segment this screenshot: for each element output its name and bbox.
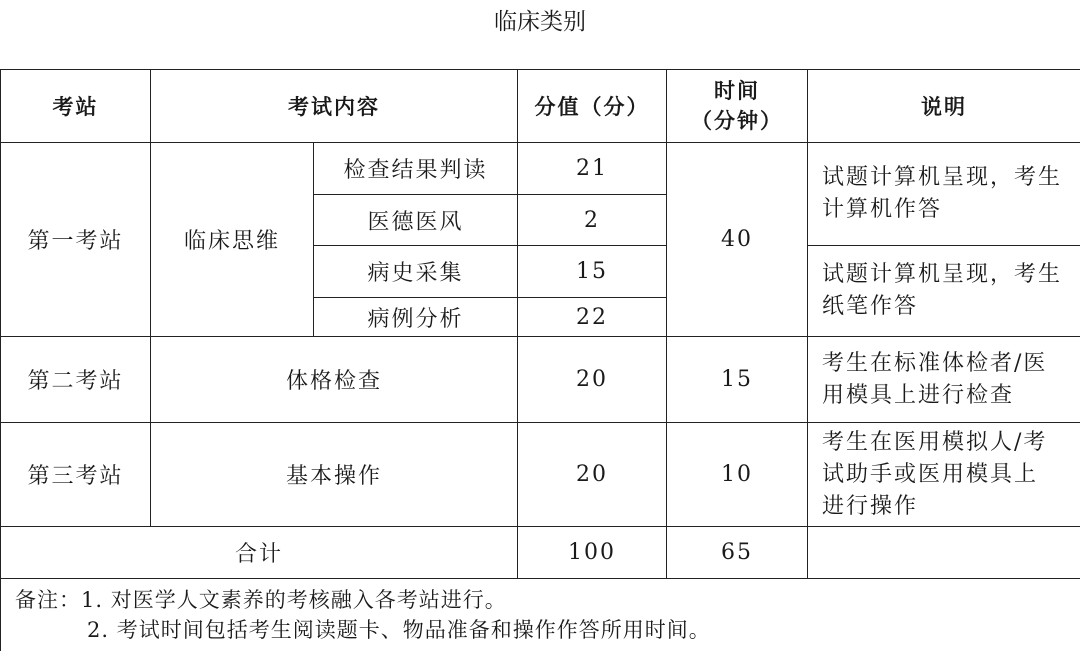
item-cell: 病史采集 xyxy=(314,246,518,298)
score-cell: 20 xyxy=(518,337,667,423)
category-cell: 临床思维 xyxy=(151,143,314,337)
score-cell: 21 xyxy=(518,143,667,195)
header-time-line1: 时间 xyxy=(667,76,807,106)
total-score: 100 xyxy=(518,527,667,579)
table-row xyxy=(1,143,1080,195)
desc-line: 用模具上进行检查 xyxy=(822,380,1080,412)
desc-cell xyxy=(808,423,1080,527)
notes-cell xyxy=(1,579,1080,651)
score-cell: 22 xyxy=(518,298,667,337)
header-row xyxy=(1,70,1080,143)
time-cell: 40 xyxy=(667,143,808,337)
station-cell: 第二考站 xyxy=(1,337,151,423)
desc-line: 试题计算机呈现，考生 xyxy=(822,259,1080,291)
header-desc: 说明 xyxy=(808,70,1080,143)
page-title: 临床类别 xyxy=(0,6,1080,38)
item-cell: 病例分析 xyxy=(314,298,518,337)
header-time xyxy=(667,70,808,143)
desc-line: 试题计算机呈现，考生 xyxy=(822,162,1080,194)
time-cell: 15 xyxy=(667,337,808,423)
desc-line: 计算机作答 xyxy=(822,194,1080,226)
desc-line: 试助手或医用模具上 xyxy=(822,459,1080,491)
time-cell: 10 xyxy=(667,423,808,527)
score-cell: 2 xyxy=(518,195,667,246)
table-row xyxy=(1,423,1080,527)
desc-line: 考生在医用模拟人/考 xyxy=(822,427,1080,459)
item-cell: 医德医风 xyxy=(314,195,518,246)
header-content: 考试内容 xyxy=(151,70,518,143)
score-cell: 15 xyxy=(518,246,667,298)
total-time: 65 xyxy=(667,527,808,579)
note-line-2: 2. 考试时间包括考生阅读题卡、物品准备和操作作答所用时间。 xyxy=(15,615,1080,645)
score-cell: 20 xyxy=(518,423,667,527)
exam-table xyxy=(0,69,1080,651)
desc-line: 进行操作 xyxy=(822,491,1080,523)
content-cell: 基本操作 xyxy=(151,423,518,527)
header-station: 考站 xyxy=(1,70,151,143)
desc-line: 纸笔作答 xyxy=(822,291,1080,323)
header-time-line2: （分钟） xyxy=(667,106,807,136)
table-row xyxy=(1,337,1080,423)
desc-cell xyxy=(808,246,1080,337)
total-label: 合计 xyxy=(1,527,518,579)
item-cell: 检查结果判读 xyxy=(314,143,518,195)
station-cell: 第一考站 xyxy=(1,143,151,337)
desc-cell xyxy=(808,337,1080,423)
notes-row xyxy=(1,579,1080,651)
desc-cell xyxy=(808,143,1080,246)
total-desc xyxy=(808,527,1080,579)
station-cell: 第三考站 xyxy=(1,423,151,527)
content-cell: 体格检查 xyxy=(151,337,518,423)
total-row xyxy=(1,527,1080,579)
desc-line: 考生在标准体检者/医 xyxy=(822,348,1080,380)
note-line-1: 备注：1. 对医学人文素养的考核融入各考站进行。 xyxy=(15,585,1080,615)
header-score: 分值（分） xyxy=(518,70,667,143)
